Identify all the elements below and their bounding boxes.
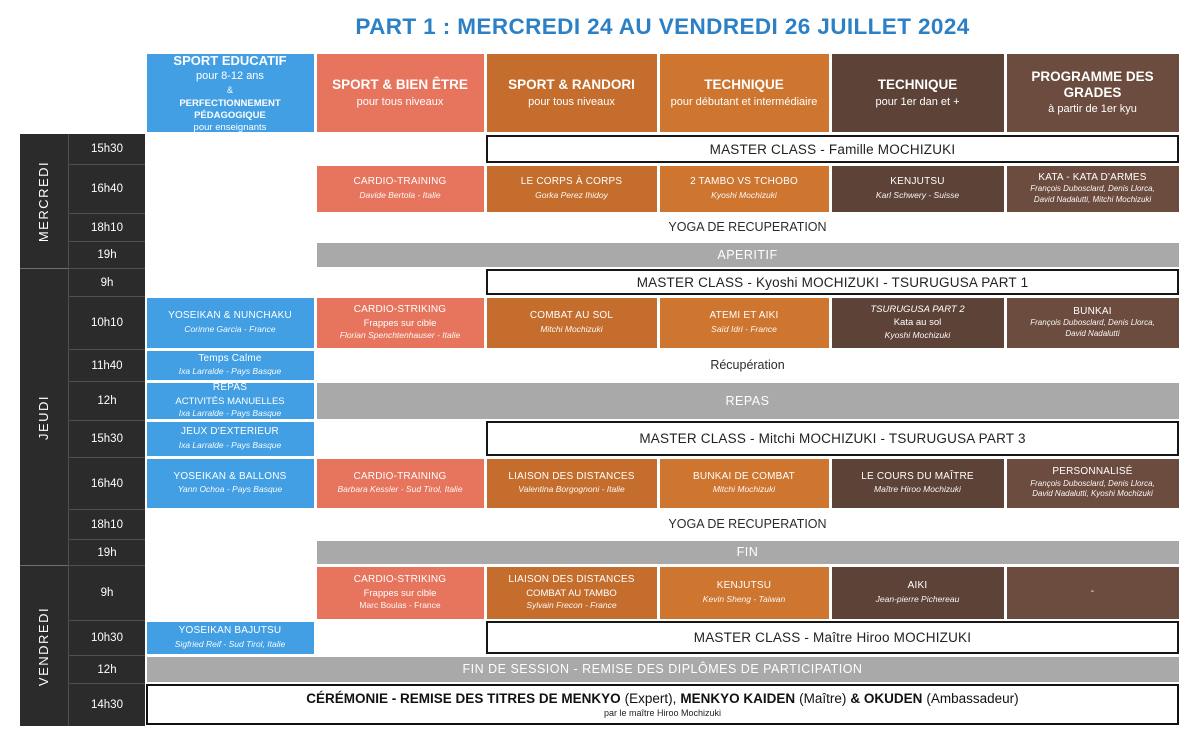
session-instructor: Mitchi Mochizuki [712, 484, 776, 495]
master-class-row: MASTER CLASS - Kyoshi MOCHIZUKI - TSURUGUSA PART 1 [486, 269, 1179, 295]
session-instructor: Florian Spenchtenhauser - Italie [339, 330, 461, 341]
session-cell [147, 383, 314, 419]
session-instructor: Kyoshi Mochizuki [884, 330, 951, 341]
session-title: BUNKAI DE COMBAT [693, 470, 795, 482]
session-cell [487, 298, 657, 348]
session-cell [660, 298, 829, 348]
session-title: CARDIO-STRIKING [353, 304, 447, 315]
schedule-table [20, 54, 1180, 726]
column-title: SPORT & BIEN ÊTRE [332, 77, 468, 93]
session-instructor: David Nadalutti [1065, 328, 1120, 338]
session-instructor: Ixa Larralde - Pays Basque [178, 408, 282, 419]
session-title: JEUX D'EXTERIEUR [181, 426, 279, 438]
session-cell [660, 459, 829, 508]
session-instructor: Yann Ochoa - Pays Basque [177, 484, 283, 495]
time-label: 19h [68, 539, 145, 565]
column-subtitle: pour tous niveaux [528, 95, 615, 108]
session-cell [147, 351, 314, 380]
recuperation-row: Récupération [710, 358, 785, 372]
time-label: 12h [68, 381, 145, 420]
session-instructor: Ixa Larralde - Pays Basque [178, 366, 282, 377]
day-label-vendredi [20, 565, 68, 726]
session-instructor: Kevin Sheng - Taiwan [702, 593, 786, 604]
time-label: 15h30 [68, 134, 145, 164]
session-cell [317, 166, 484, 212]
session-instructor: François Dubosclard, Denis Llorca, [1030, 184, 1155, 194]
session-cell [660, 166, 829, 212]
session-instructor: Gorka Perez Ihidoy [535, 189, 608, 200]
day-text: VENDREDI [36, 606, 52, 686]
session-title: LE CORPS À CORPS [520, 176, 623, 188]
time-label: 9h [68, 565, 145, 620]
ceremonie-text: (Ambassadeur) [926, 691, 1019, 706]
session-cell [147, 298, 314, 348]
session-instructor: Sigfried Reif - Sud Tirol, Italie [174, 638, 286, 649]
ceremonie-row [146, 684, 1179, 725]
session-title: LIAISON DES DISTANCES [508, 574, 635, 585]
fin-row: FIN [317, 541, 1179, 564]
column-title: TECHNIQUE [877, 77, 958, 93]
session-subtitle: Frappes sur cible [363, 317, 437, 329]
session-cell [317, 459, 484, 508]
session-title: COMBAT AU SOL [529, 310, 614, 322]
time-label: 10h30 [68, 620, 145, 655]
time-label: 10h10 [68, 296, 145, 349]
column-header-technique-debutant [660, 54, 829, 132]
session-title: LIAISON DES DISTANCES [508, 470, 635, 482]
session-cell [832, 459, 1004, 508]
session-title: BUNKAI [1073, 305, 1112, 317]
session-subtitle: COMBAT AU TAMBO [526, 587, 617, 599]
session-cell [832, 567, 1004, 619]
session-title: KATA - KATA D'ARMES [1038, 171, 1147, 183]
column-title: SPORT EDUCATIF [173, 52, 287, 68]
session-cell [1007, 567, 1179, 619]
session-cell [1007, 166, 1179, 212]
session-title: PERSONNALISÉ [1052, 466, 1133, 478]
session-instructor: Maître Hiroo Mochizuki [874, 484, 961, 495]
time-label: 18h10 [68, 509, 145, 539]
column-header-programme-grades [1007, 54, 1179, 132]
session-instructor: Jean-pierre Pichereau [875, 593, 960, 604]
ceremonie-text-bold: MENKYO KAIDEN [680, 691, 796, 706]
session-title: LE COURS DU MAÎTRE [861, 470, 974, 482]
session-cell [317, 298, 484, 348]
session-title: AIKI [907, 580, 928, 592]
session-instructor: Ixa Larralde - Pays Basque [178, 439, 282, 450]
column-header-sport-educatif [147, 54, 314, 132]
session-cell [487, 567, 657, 619]
ceremonie-sub-line: par le maître Hiroo Mochizuki [603, 708, 722, 718]
session-title: Temps Calme [198, 352, 262, 364]
column-title: TECHNIQUE [704, 77, 784, 93]
column-subtitle: pour enseignants [193, 121, 267, 133]
session-title: KENJUTSU [890, 176, 945, 188]
session-instructor: David Nadalutti, Kyoshi Mochizuki [1032, 489, 1153, 499]
aperitif-row: APERITIF [317, 243, 1179, 267]
column-subtitle: à partir de 1er kyu [1048, 103, 1137, 116]
column-subtitle: pour tous niveaux [356, 95, 444, 108]
session-instructor: Kyoshi Mochizuki [711, 189, 777, 200]
session-title: REPAS [212, 382, 248, 393]
yoga-row: YOGA DE RECUPERATION [668, 220, 827, 234]
schedule-page [0, 12, 1200, 755]
session-instructor: Sylvain Frecon - France [526, 600, 617, 611]
session-instructor: Saïd Idri - France [711, 323, 777, 334]
session-cell [317, 567, 484, 619]
time-label: 11h40 [68, 349, 145, 381]
time-label: 18h10 [68, 213, 145, 241]
column-subtitle: & [226, 85, 233, 96]
session-instructor: Marc Boulas - France [359, 600, 441, 611]
session-cell [1007, 298, 1179, 348]
time-label: 16h40 [68, 457, 145, 509]
session-title: - [1090, 586, 1095, 598]
column-header-technique-dan [832, 54, 1004, 132]
column-subtitle: pour débutant et intermédiaire [670, 95, 818, 108]
session-instructor: Mitchi Mochizuki [540, 323, 603, 334]
master-class-row: MASTER CLASS - Maître Hiroo MOCHIZUKI [486, 621, 1179, 654]
master-class-row: MASTER CLASS - Mitchi MOCHIZUKI - TSURUGUSA PART 3 [486, 421, 1179, 456]
column-subtitle: pour 8-12 ans [196, 70, 264, 83]
session-instructor: Corinne Garcia - France [184, 323, 276, 334]
session-cell [660, 567, 829, 619]
ceremonie-text-bold: CÉRÉMONIE - REMISE DES TITRES DE MENKYO [306, 691, 621, 706]
session-cell [832, 166, 1004, 212]
day-text: MERCREDI [36, 160, 52, 242]
session-cell [832, 298, 1004, 348]
time-label: 14h30 [68, 683, 145, 726]
column-header-sport-bien-etre [317, 54, 484, 132]
session-title: ATEMI ET AIKI [709, 310, 779, 322]
repas-row: REPAS [317, 383, 1179, 419]
session-instructor: David Nadalutti, Mitchi Mochizuki [1033, 194, 1152, 204]
column-title: SPORT & RANDORI [508, 77, 635, 93]
ceremonie-text-bold: & OKUDEN [850, 691, 923, 706]
session-cell [487, 459, 657, 508]
day-label-jeudi [20, 268, 68, 565]
ceremonie-text: (Expert), [624, 691, 677, 706]
page-title: PART 1 : MERCREDI 24 AU VENDREDI 26 JUILLET 2024 [355, 14, 970, 39]
session-instructor: Davide Bertola - Italie [359, 189, 441, 200]
session-title: KENJUTSU [716, 580, 772, 592]
session-title: YOSEIKAN & NUNCHAKU [168, 310, 292, 322]
session-instructor: Valentina Borgognoni - Italie [518, 484, 625, 495]
day-text: JEUDI [36, 394, 52, 440]
session-cell [1007, 459, 1179, 508]
session-cell [147, 459, 314, 508]
session-cell [147, 422, 314, 456]
session-title: CARDIO-STRIKING [353, 574, 447, 585]
session-title: YOSEIKAN BAJUTSU [178, 625, 282, 637]
time-label: 15h30 [68, 420, 145, 457]
session-title: 2 TAMBO VS TCHOBO [690, 176, 798, 188]
ceremonie-text: (Maître) [799, 691, 847, 706]
session-instructor: Barbara Kessler - Sud Tirol, Italie [337, 484, 463, 495]
master-class-row: MASTER CLASS - Famille MOCHIZUKI [486, 135, 1179, 163]
session-subtitle: Frappes sur cible [363, 587, 437, 599]
column-header-sport-randori [487, 54, 657, 132]
session-title: CARDIO-TRAINING [353, 470, 447, 482]
time-label: 9h [68, 268, 145, 296]
session-cell [147, 622, 314, 654]
session-instructor: François Dubosclard, Denis Llorca, [1030, 318, 1155, 328]
column-subtitle: pour 1er dan et + [875, 95, 960, 108]
session-title: TSURUGUSA PART 2 [870, 304, 965, 316]
session-cell [487, 166, 657, 212]
time-label: 16h40 [68, 164, 145, 213]
day-label-mercredi [20, 134, 68, 268]
time-label: 19h [68, 241, 145, 268]
yoga-row: YOGA DE RECUPERATION [668, 517, 827, 531]
column-subtitle: PERFECTIONNEMENT PÉDAGOGIQUE [179, 98, 281, 121]
column-title: PROGRAMME DES GRADES [1031, 69, 1154, 100]
ceremonie-main-line [304, 691, 1020, 706]
session-title: YOSEIKAN & BALLONS [173, 470, 287, 482]
session-title: CARDIO-TRAINING [353, 176, 447, 188]
session-subtitle: ACTIVITÉS MANUELLES [175, 395, 285, 407]
session-instructor: François Dubosclard, Denis Llorca, [1030, 478, 1155, 488]
session-instructor: Karl Schwery - Suisse [875, 189, 960, 200]
time-label: 12h [68, 655, 145, 683]
fin-de-session-row: FIN DE SESSION - REMISE DES DIPLÔMES DE PARTICIPATION [147, 657, 1179, 682]
session-subtitle: Kata au sol [893, 317, 942, 329]
